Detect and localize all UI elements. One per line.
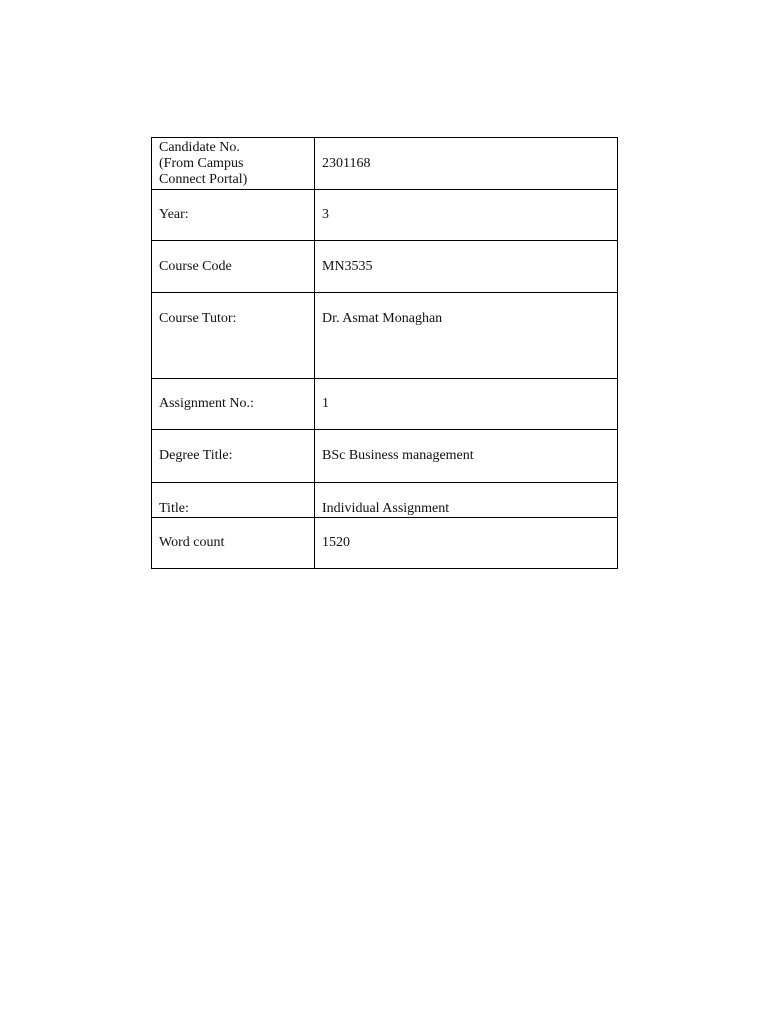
year-value: 3 — [315, 190, 618, 241]
table-row-assignment-no — [152, 379, 618, 430]
word-count-value: 1520 — [315, 518, 618, 569]
course-code-label: Course Code — [152, 241, 315, 293]
title-value: Individual Assignment — [315, 483, 618, 518]
table-row-year — [152, 190, 618, 241]
degree-title-label: Degree Title: — [152, 430, 315, 483]
course-code-value: MN3535 — [315, 241, 618, 293]
word-count-label: Word count — [152, 518, 315, 569]
course-tutor-value: Dr. Asmat Monaghan — [315, 293, 618, 379]
year-label: Year: — [152, 190, 315, 241]
table-row-course-code — [152, 241, 618, 293]
degree-title-value: BSc Business management — [315, 430, 618, 483]
assignment-no-label: Assignment No.: — [152, 379, 315, 430]
table-row-word-count — [152, 518, 618, 569]
candidate-no-value: 2301168 — [315, 138, 618, 190]
table-row-degree-title — [152, 430, 618, 483]
assignment-no-value: 1 — [315, 379, 618, 430]
table-row-candidate-no — [152, 138, 618, 190]
table-row-title — [152, 483, 618, 518]
cover-sheet-table — [151, 137, 618, 569]
title-label: Title: — [152, 483, 315, 518]
table-row-course-tutor — [152, 293, 618, 379]
candidate-no-label: Candidate No. (From Campus Connect Portal) — [152, 138, 315, 190]
course-tutor-label: Course Tutor: — [152, 293, 315, 379]
